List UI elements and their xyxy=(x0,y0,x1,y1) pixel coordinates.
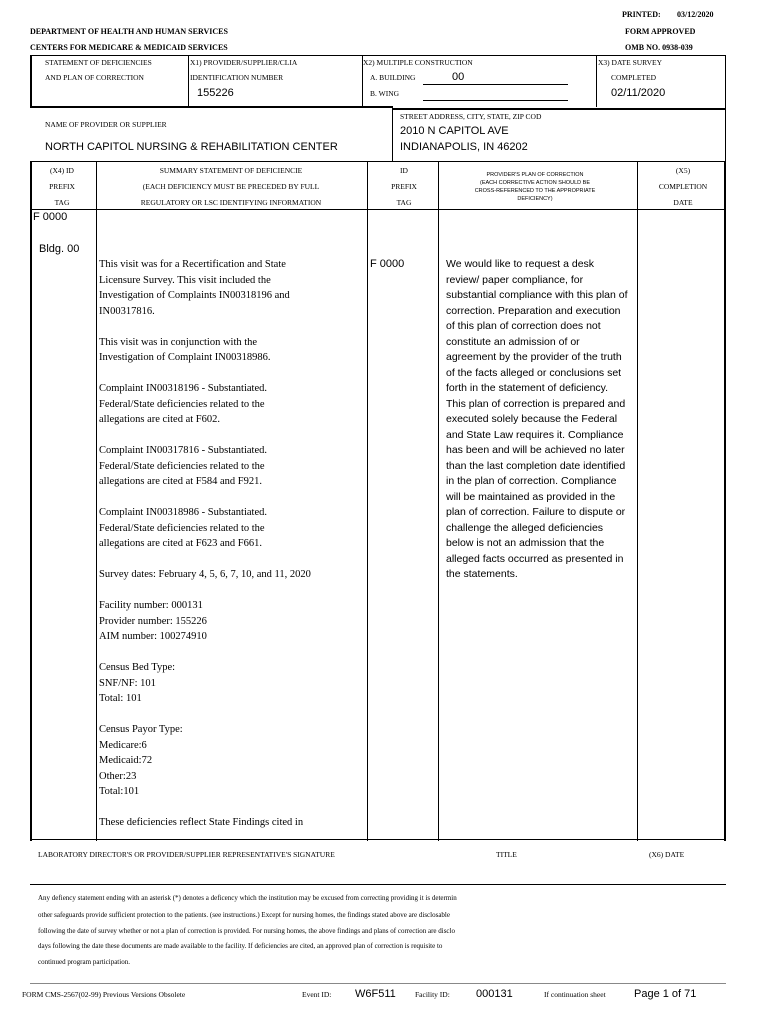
provider-name: NORTH CAPITOL NURSING & REHABILITATION CENTER xyxy=(45,141,338,153)
footnote-line-2: other safeguards provide sufficient protection to the patients. (see instructions.) Except for nursing homes, the findings stated above are disclosable xyxy=(38,911,450,919)
x2-label: X2) MULTIPLE CONSTRUCTION xyxy=(363,58,473,67)
form-approved: FORM APPROVED xyxy=(625,27,696,36)
street-address: 2010 N CAPITOL AVE xyxy=(400,125,509,137)
col-divider-3 xyxy=(438,161,439,841)
header-bottom-line xyxy=(30,161,726,162)
column-header-bottom xyxy=(30,209,726,210)
facility-id-value: 000131 xyxy=(476,988,513,1000)
footnote-line-5: continued program participation. xyxy=(38,958,130,966)
left-tag: F 0000 xyxy=(33,211,68,223)
event-id-value: W6F511 xyxy=(355,988,396,1000)
x1-label: X1) PROVIDER/SUPPLIER/CLIA xyxy=(190,58,298,67)
statement-label-2: AND PLAN OF CORRECTION xyxy=(45,73,144,82)
printed-date: 03/12/2020 xyxy=(677,10,714,19)
id-tag: TAG xyxy=(396,198,412,207)
divider-street xyxy=(392,106,393,161)
x4-tag: TAG xyxy=(54,198,70,207)
right-tag: F 0000 xyxy=(370,258,405,270)
event-id-label: Event ID: xyxy=(302,990,332,999)
id-prefix: PREFIX xyxy=(391,182,417,191)
header-top-line xyxy=(30,55,726,56)
survey-completed-date: 02/11/2020 xyxy=(611,87,666,99)
divider-x1 xyxy=(188,55,189,107)
building-number: Bldg. 00 xyxy=(39,243,80,255)
body-bottom-line xyxy=(30,839,726,840)
left-border xyxy=(30,161,32,841)
x5-date: DATE xyxy=(673,198,693,207)
building-value: 00 xyxy=(452,71,465,83)
form-number: FORM CMS-2567(02-99) Previous Versions Obsolete xyxy=(22,990,186,999)
x6-date-label: (X6) DATE xyxy=(649,850,685,859)
signature-bottom-line xyxy=(30,884,726,885)
plan-header-1: PROVIDER'S PLAN OF CORRECTION xyxy=(486,172,584,178)
building-label: A. BUILDING xyxy=(370,73,416,82)
footnote-line-4: days following the date these documents are made available to the facility. If deficiencies are cited, an approved plan of correction is requisite to xyxy=(38,942,443,950)
summary-statement: This visit was for a Recertification and State Licensure Survey. This visit included the Investigation of Complaints IN00318196 and IN00317816. This visit was in conjunction with the Investigation of Complaint IN00318986. Complaint IN00318196 - Substantiated. Federal/State deficiencies related to the allegations are cited at F602. Complaint IN00317816 - Substantiated. Federal/State deficiencies related to the allegations are cited at F584 and F921. Complaint IN00318986 - Substantiated. Federal/State deficiencies related to the allegations are cited at F623 and F661. Survey dates: February 4, 5, 6, 7, 10, and 11, 2020 Facility number: 000131 Provider number: 155226 AIM number: 100274910 Census Bed Type: SNF/NF: 101 Total: 101 Census Payor Type: Medicare:6 Medicaid:72 Other:23 Total:101 These deficiencies reflect State Findings cited in xyxy=(99,259,311,828)
omb-number: OMB NO. 0938-039 xyxy=(625,43,693,52)
page-number: Page 1 of 71 xyxy=(634,988,697,1000)
left-border-top xyxy=(30,55,32,108)
provider-number: 155226 xyxy=(197,87,234,99)
printed-label: PRINTED: xyxy=(622,10,661,19)
building-underline xyxy=(423,84,568,85)
centers-title: CENTERS FOR MEDICARE & MEDICAID SERVICES xyxy=(30,43,228,52)
right-border xyxy=(724,161,726,841)
x3-label: X3) DATE SURVEY xyxy=(598,58,662,67)
city-state-zip: INDIANAPOLIS, IN 46202 xyxy=(400,141,528,153)
footer-line xyxy=(30,983,726,984)
street-label: STREET ADDRESS, CITY, STATE, ZIP COD xyxy=(400,112,542,121)
x5-label: (X5) xyxy=(675,166,691,175)
x4-prefix: PREFIX xyxy=(49,182,75,191)
id-label: ID xyxy=(400,166,408,175)
x1-label-2: IDENTIFICATION NUMBER xyxy=(190,73,284,82)
x5-completion: COMPLETION xyxy=(658,182,708,191)
header-mid-line-right xyxy=(392,108,726,110)
col-divider-1 xyxy=(96,161,97,841)
plan-of-correction: We would like to request a desk review/ paper compliance, for substantial compliance with this plan of correction. Preparation and execution of this plan of correction does not constitute an admission of or agreement by the provider of the truth of the facts alleged or conclusions set forth in the statement of deficiency. This plan of correction is prepared and executed solely because the Federal and State Law requires it. Compliance has been and will be achieved no later than the last completion date identified in the plan of correction. Compliance will be maintained as provided in the plan of correction. Failure to dispute or challenge the alleged deficiencies below is not an admission that the alleged facts occurred as presented in the statements. xyxy=(446,258,628,580)
header-mid-line xyxy=(30,106,392,108)
col-divider-4 xyxy=(637,161,638,841)
signature-label: LABORATORY DIRECTOR'S OR PROVIDER/SUPPLIER REPRESENTATIVE'S SIGNATURE xyxy=(38,850,335,859)
summary-header-3: REGULATORY OR LSC IDENTIFYING INFORMATION xyxy=(140,198,322,207)
title-label: TITLE xyxy=(496,850,517,859)
right-border-top xyxy=(725,55,726,161)
plan-header-2: (EACH CORRECTIVE ACTION SHOULD BE xyxy=(479,180,591,186)
footnote-line-1: Any defiency statement ending with an asterisk (*) denotes a deficency which the institution may be excused from correcting providing it is determin xyxy=(38,894,457,902)
col-divider-2 xyxy=(367,161,368,841)
plan-header-3: CROSS-REFERENCED TO THE APPROPRIATE xyxy=(474,188,596,194)
summary-header-2: (EACH DEFICIENCY MUST BE PRECEDED BY FULL xyxy=(142,182,320,191)
x3-label-2: COMPLETED xyxy=(611,73,656,82)
footnote-line-3: following the date of survey whether or not a plan of correction is provided. For nursing homes, the above findings and plans of correction are disclo xyxy=(38,927,455,935)
divider-x3 xyxy=(596,55,597,107)
department-title: DEPARTMENT OF HEALTH AND HUMAN SERVICES xyxy=(30,27,228,36)
statement-label-1: STATEMENT OF DEFICIENCIES xyxy=(45,58,152,67)
wing-underline xyxy=(423,100,568,101)
wing-label: B. WING xyxy=(370,89,400,98)
provider-name-label: NAME OF PROVIDER OR SUPPLIER xyxy=(45,120,167,129)
plan-header-4: DEFICIENCY) xyxy=(517,196,553,202)
facility-id-label: Facility ID: xyxy=(415,990,450,999)
x4-label: (X4) ID xyxy=(50,166,74,175)
summary-header-1: SUMMARY STATEMENT OF DEFICIENCIE xyxy=(159,166,303,175)
continuation-label: If continuation sheet xyxy=(544,990,606,999)
